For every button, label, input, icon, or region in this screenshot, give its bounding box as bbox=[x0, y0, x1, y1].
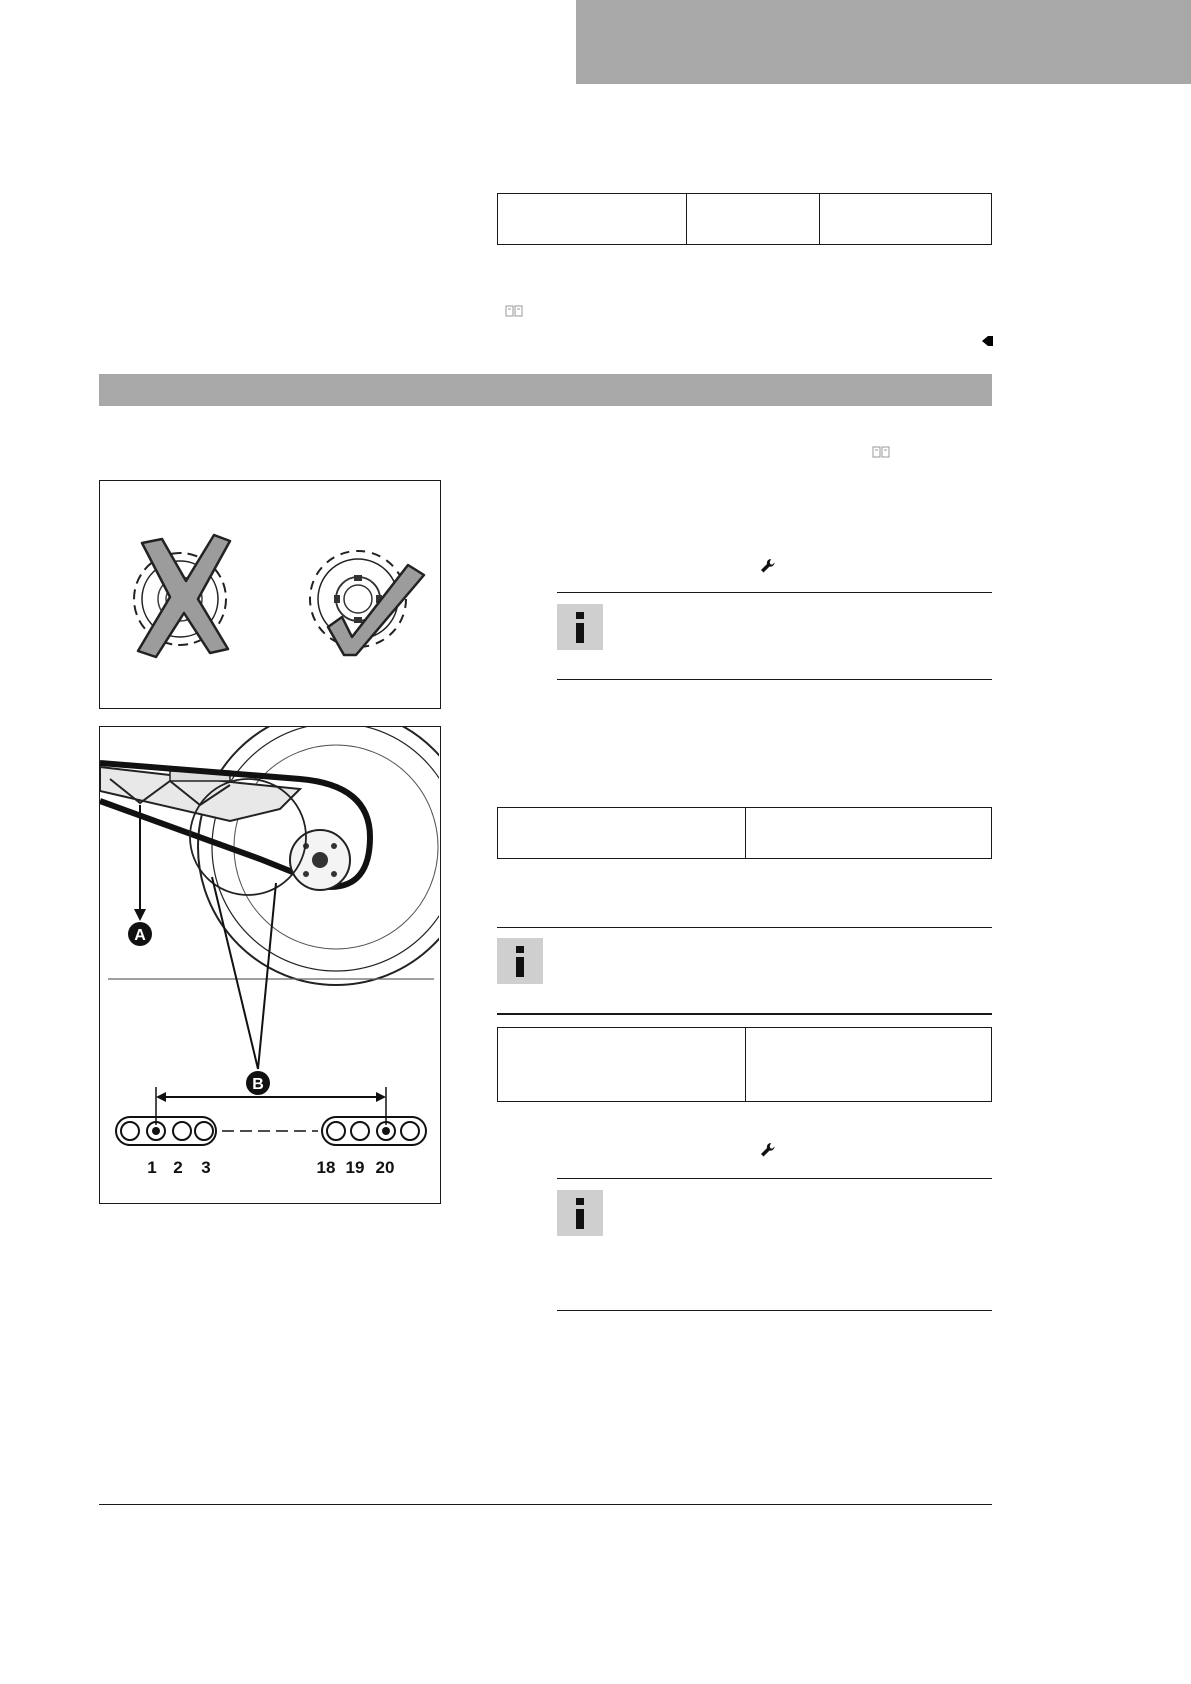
link-number: 3 bbox=[201, 1158, 211, 1177]
info-icon bbox=[557, 604, 603, 650]
wrench-icon bbox=[760, 558, 776, 574]
link-number: 2 bbox=[173, 1158, 183, 1177]
table-divider bbox=[745, 808, 746, 858]
info-icon bbox=[497, 938, 543, 984]
sprocket-comparison-illustration bbox=[100, 481, 439, 707]
spec-table-top bbox=[497, 193, 992, 245]
link-number: 1 bbox=[147, 1158, 157, 1177]
chain-measurement-illustration bbox=[100, 727, 439, 1202]
link-number: 19 bbox=[345, 1158, 365, 1177]
footer-rule bbox=[99, 1504, 992, 1505]
table-divider bbox=[745, 1028, 746, 1101]
note-bottom-rule bbox=[497, 1013, 992, 1015]
note-top-rule bbox=[497, 927, 992, 928]
chain-links-left bbox=[116, 1117, 216, 1145]
chain-links-right bbox=[322, 1117, 426, 1145]
link-number: 20 bbox=[375, 1158, 395, 1177]
end-of-section-marker bbox=[979, 334, 993, 348]
book-reference-icon[interactable] bbox=[872, 446, 890, 458]
section-heading-bar bbox=[99, 374, 992, 406]
note-top-rule bbox=[557, 1178, 992, 1179]
note-top-rule bbox=[557, 592, 992, 593]
table-divider bbox=[686, 194, 687, 244]
link-number: 18 bbox=[316, 1158, 336, 1177]
spec-table-middle bbox=[497, 807, 992, 859]
sprocket-wear-figure bbox=[99, 480, 441, 709]
book-reference-icon[interactable] bbox=[505, 305, 523, 317]
table-divider bbox=[819, 194, 820, 244]
callout-b-label: B bbox=[252, 1076, 264, 1093]
info-icon bbox=[557, 1190, 603, 1236]
rear-sprocket bbox=[290, 830, 350, 890]
callout-a-label: A bbox=[134, 927, 146, 944]
chain-wear-figure bbox=[99, 726, 441, 1204]
spec-table-lower bbox=[497, 1027, 992, 1102]
note-bottom-rule bbox=[557, 679, 992, 680]
wrench-icon bbox=[760, 1142, 776, 1158]
note-bottom-rule bbox=[557, 1310, 992, 1311]
header-tab-bar bbox=[576, 0, 1191, 84]
